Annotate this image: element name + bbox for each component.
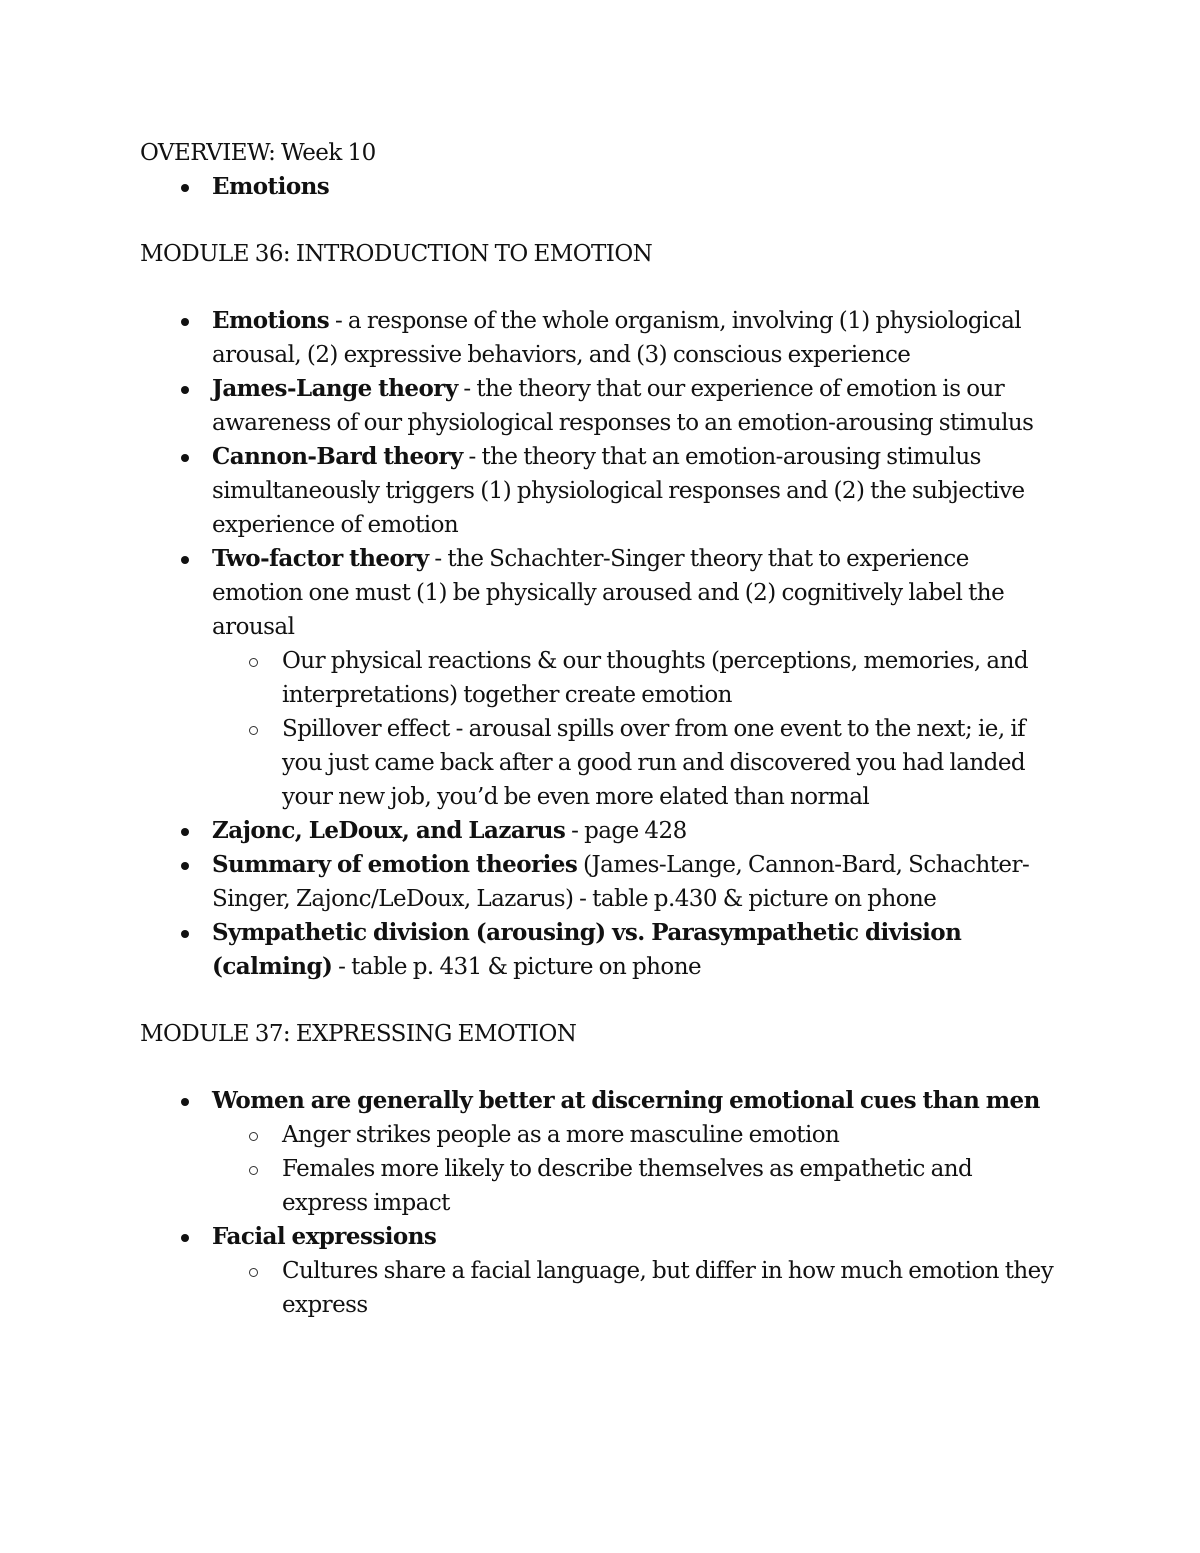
document-page	[140, 136, 1060, 1322]
sub-list-item: Anger strikes people as a more masculine emotion	[140, 1118, 1060, 1152]
module-36-heading: MODULE 36: INTRODUCTION TO EMOTION	[140, 241, 653, 267]
term: Facial expressions	[212, 1223, 437, 1250]
sub-list-item: Our physical reactions & our thoughts (perceptions, memories, and interpretations) together create emotion	[140, 644, 1060, 712]
definition: - table p. 431 & picture on phone	[332, 954, 702, 980]
term: Sympathetic division (arousing) vs. Parasympathetic division (calming)	[212, 919, 962, 980]
list-item	[140, 1084, 1060, 1118]
list-item	[140, 304, 1060, 372]
term: Women are generally better at discerning emotional cues than men	[212, 1087, 1040, 1114]
list-item	[140, 848, 1060, 916]
definition: - a response of the whole organism, involving (1) physiological arousal, (2) expressive behaviors, and (3) conscious experience	[212, 308, 1022, 368]
definition: (James-Lange, Cannon-Bard, Schachter-Singer, Zajonc/LeDoux, Lazarus) - table p.430 & picture on phone	[212, 852, 1030, 912]
term: Cannon-Bard theory	[212, 443, 463, 470]
definition: - page 428	[565, 818, 687, 844]
term: James-Lange theory	[212, 375, 458, 402]
sub-list-item: Spillover effect - arousal spills over from one event to the next; ie, if you just came back after a good run and discovered you had landed your new job, you’d be even more elated than normal	[140, 712, 1060, 814]
term: Emotions	[212, 307, 330, 334]
sub-list-item: Cultures share a facial language, but differ in how much emotion they express	[140, 1254, 1060, 1322]
definition: - the Schachter-Singer theory that to experience emotion one must (1) be physically aroused and (2) cognitively label the arousal	[212, 546, 1005, 640]
list-item	[140, 916, 1060, 984]
module-37-heading: MODULE 37: EXPRESSING EMOTION	[140, 1021, 577, 1047]
term: Two-factor theory	[212, 545, 429, 572]
overview-item-term: Emotions	[212, 173, 330, 200]
overview-list	[140, 170, 1060, 204]
list-item	[140, 1220, 1060, 1254]
list-item	[140, 542, 1060, 644]
module-37-list	[140, 1084, 1060, 1322]
definition: - the theory that an emotion-arousing stimulus simultaneously triggers (1) physiological responses and (2) the subjective experience of emotion	[212, 444, 1025, 538]
definition: - the theory that our experience of emotion is our awareness of our physiological responses to an emotion-arousing stimulus	[212, 376, 1034, 436]
term: Summary of emotion theories	[212, 851, 578, 878]
list-item	[140, 814, 1060, 848]
sub-list-item: Females more likely to describe themselves as empathetic and express impact	[140, 1152, 1060, 1220]
list-item	[140, 372, 1060, 440]
list-item	[140, 170, 1060, 204]
term: Zajonc, LeDoux, and Lazarus	[212, 817, 566, 844]
module-36-list	[140, 304, 1060, 984]
list-item	[140, 440, 1060, 542]
overview-heading: OVERVIEW: Week 10	[140, 140, 376, 166]
